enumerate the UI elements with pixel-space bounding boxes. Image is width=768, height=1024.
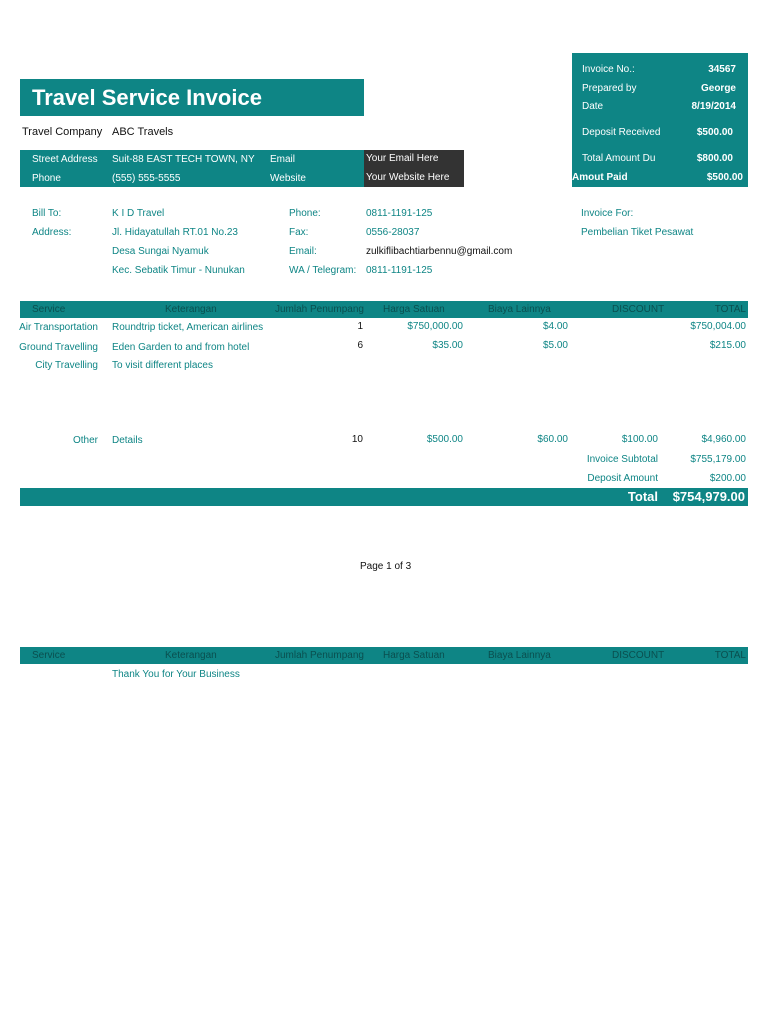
prepared-by-label: Prepared by — [582, 83, 637, 94]
header-keterangan: Keterangan — [165, 650, 217, 661]
row-qty: 6 — [357, 340, 363, 351]
street-address-value: Suit-88 EAST TECH TOWN, NY — [112, 154, 255, 165]
thanks-message: Thank You for Your Business — [112, 669, 240, 680]
address-line-2: Desa Sungai Nyamuk — [112, 246, 209, 257]
bill-phone-value: 0811-1191-125 — [366, 208, 433, 219]
invoice-no-label: Invoice No.: — [582, 64, 635, 75]
header-biaya: Biaya Lainnya — [488, 304, 551, 315]
company-label: Travel Company — [22, 126, 103, 138]
company-name: ABC Travels — [112, 126, 174, 138]
deposit-received-label: Deposit Received — [582, 127, 661, 138]
row-service: City Travelling — [35, 360, 98, 371]
header-total: TOTAL — [714, 304, 746, 315]
header-harga: Harga Satuan — [383, 650, 445, 661]
row-other: $60.00 — [537, 434, 568, 445]
invoice-for-value: Pembelian Tiket Pesawat — [581, 227, 694, 238]
row-price: $500.00 — [426, 434, 463, 445]
row-qty: 10 — [351, 434, 363, 445]
deposit-received-value: $500.00 — [696, 127, 733, 138]
bill-to-label: Bill To: — [32, 208, 62, 219]
address-label: Address: — [32, 227, 72, 238]
table-header-repeat — [20, 647, 748, 664]
header-keterangan: Keterangan — [165, 304, 217, 315]
wa-label: WA / Telegram: — [289, 265, 357, 276]
amount-paid-value: $500.00 — [706, 172, 743, 183]
row-desc: Details — [112, 435, 143, 446]
website-label: Website — [270, 173, 306, 184]
deposit-amount-label: Deposit Amount — [587, 473, 658, 484]
prepared-by-value: George — [700, 83, 736, 94]
wa-value: 0811-1191-125 — [366, 265, 433, 276]
total-bar — [20, 488, 748, 506]
email-value[interactable]: Your Email Here — [366, 153, 439, 164]
address-line-1: Jl. Hidayatullah RT.01 No.23 — [112, 227, 238, 238]
title-bar — [20, 79, 364, 116]
row-total: $4,960.00 — [701, 434, 746, 445]
row-price: $750,000.00 — [407, 321, 463, 332]
fax-value: 0556-28037 — [366, 227, 420, 238]
header-service: Service — [32, 304, 66, 315]
row-other: $5.00 — [542, 340, 568, 351]
table-header — [20, 301, 748, 318]
address-line-3: Kec. Sebatik Timur - Nunukan — [112, 265, 245, 276]
header-service: Service — [32, 650, 66, 661]
total-due-value: $800.00 — [696, 153, 733, 164]
page-number: Page 1 of 3 — [360, 561, 412, 572]
bill-phone-label: Phone: — [289, 208, 321, 219]
date-value: 8/19/2014 — [691, 101, 736, 112]
row-desc: Eden Garden to and from hotel — [112, 342, 250, 353]
row-qty: 1 — [357, 321, 363, 332]
invoice-for-label: Invoice For: — [581, 208, 634, 219]
phone-value: (555) 555-5555 — [112, 173, 181, 184]
amount-paid-label: Amout Paid — [572, 172, 628, 183]
total-due-label: Total Amount Du — [582, 153, 656, 164]
row-discount: $100.00 — [621, 434, 658, 445]
invoice-title: Travel Service Invoice — [32, 85, 262, 110]
invoice-no-value: 34567 — [708, 64, 736, 75]
deposit-amount-value: $200.00 — [709, 473, 746, 484]
header-jumlah: Jumlah Penumpang — [275, 650, 364, 661]
date-label: Date — [582, 101, 604, 112]
phone-label: Phone — [32, 173, 61, 184]
row-desc: To visit different places — [112, 360, 213, 371]
invoice-info-box — [572, 53, 748, 187]
subtotal-label: Invoice Subtotal — [586, 454, 658, 465]
street-address-label: Street Address — [32, 154, 98, 165]
header-discount: DISCOUNT — [612, 650, 665, 661]
header-jumlah: Jumlah Penumpang — [275, 304, 364, 315]
grand-total-value: $754,979.00 — [672, 489, 745, 504]
bill-email-label: Email: — [289, 246, 317, 257]
header-biaya: Biaya Lainnya — [488, 650, 551, 661]
row-service: Air Transportation — [19, 322, 98, 333]
row-total: $215.00 — [709, 340, 746, 351]
header-discount: DISCOUNT — [612, 304, 665, 315]
subtotal-value: $755,179.00 — [690, 454, 746, 465]
fax-label: Fax: — [289, 227, 309, 238]
row-service: Other — [72, 435, 98, 446]
bill-email-value[interactable]: zulkiflibachtiarbennu@gmail.com — [366, 246, 513, 257]
header-total: TOTAL — [714, 650, 746, 661]
row-other: $4.00 — [542, 321, 568, 332]
row-total: $750,004.00 — [690, 321, 746, 332]
header-harga: Harga Satuan — [383, 304, 445, 315]
website-value[interactable]: Your Website Here — [366, 172, 450, 183]
row-price: $35.00 — [432, 340, 463, 351]
bill-to-value: K I D Travel — [112, 208, 165, 219]
row-desc: Roundtrip ticket, American airlines — [112, 322, 264, 333]
row-service: Ground Travelling — [19, 342, 98, 353]
email-label: Email — [270, 154, 296, 165]
grand-total-label: Total — [627, 489, 658, 504]
